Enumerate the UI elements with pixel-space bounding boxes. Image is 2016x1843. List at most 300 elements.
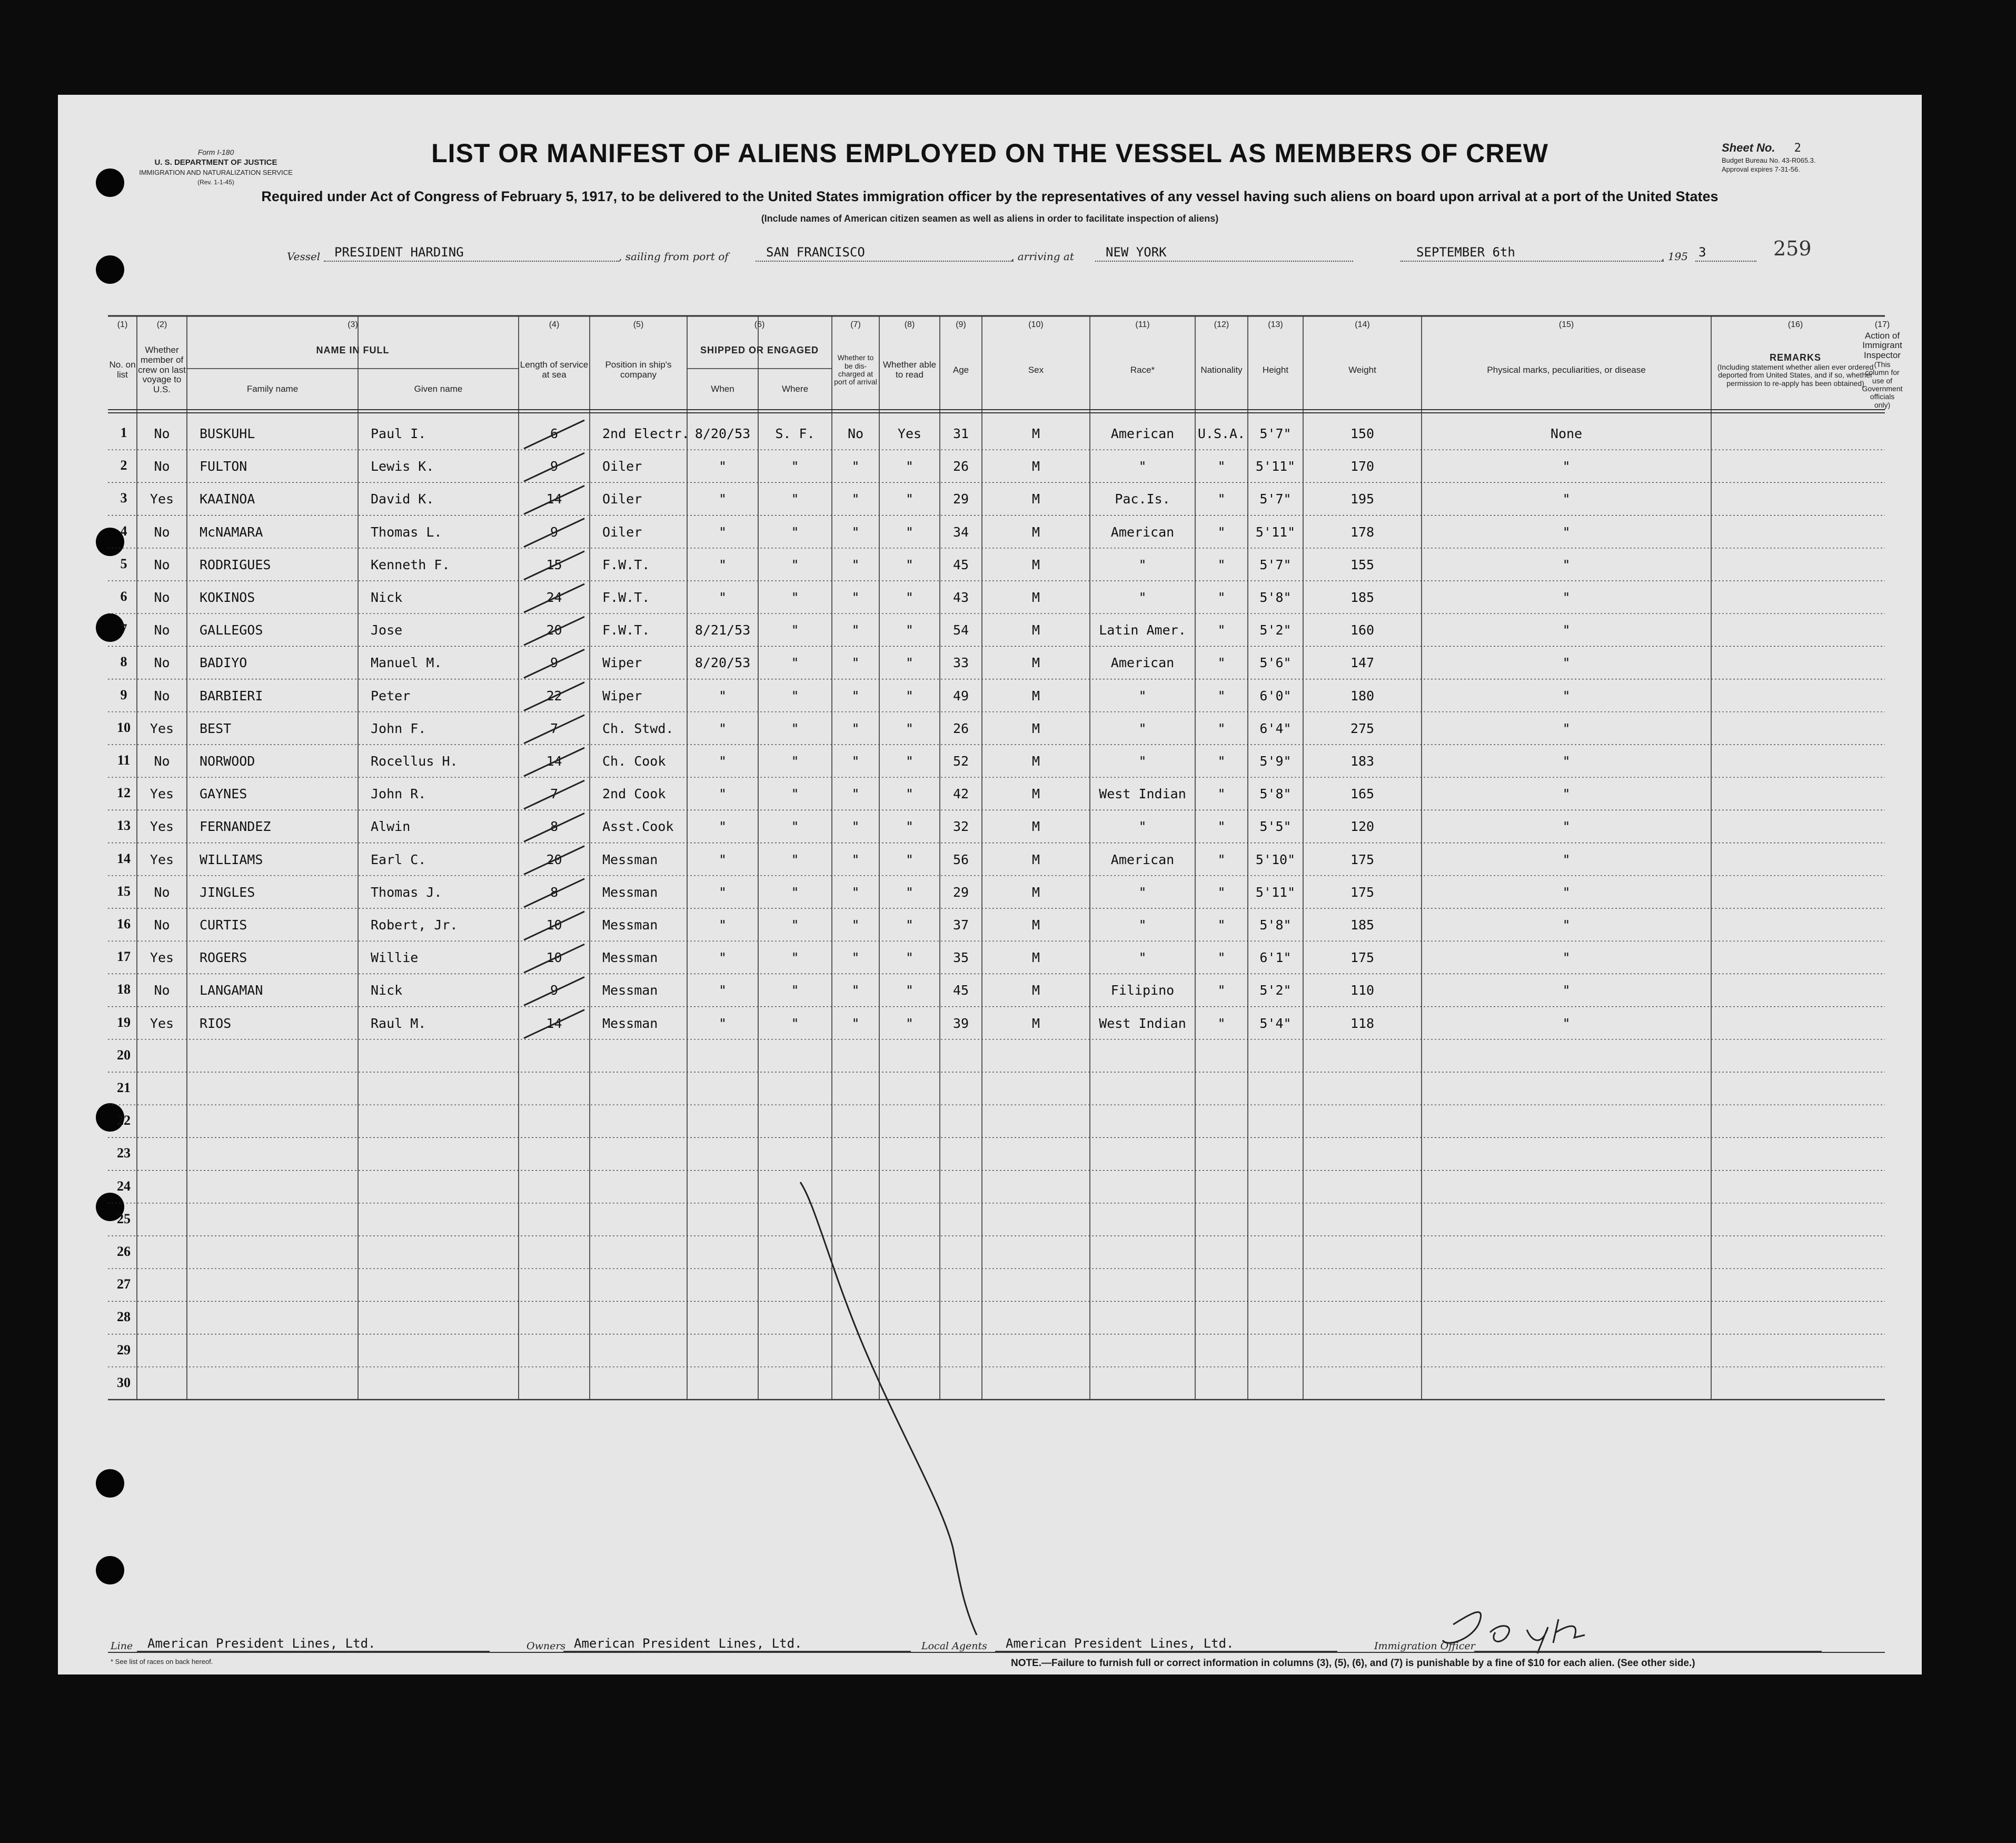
cell-weight: 185 bbox=[1350, 590, 1375, 605]
col-where bbox=[758, 369, 832, 410]
col-nationality bbox=[1196, 333, 1247, 408]
cell-sex: M bbox=[1031, 491, 1040, 507]
cell-height: 5'11" bbox=[1255, 884, 1296, 900]
cell-service: 24 bbox=[546, 590, 562, 605]
cell-family: JINGLES bbox=[200, 884, 255, 900]
cell-read: " bbox=[905, 950, 914, 966]
col-shipped bbox=[687, 333, 832, 369]
cell-service: 10 bbox=[546, 917, 562, 933]
cell-disch: " bbox=[851, 622, 860, 638]
cell-when: " bbox=[718, 983, 727, 998]
cell-when: " bbox=[718, 754, 727, 769]
cell-read: " bbox=[905, 557, 914, 572]
cell-when: 8/20/53 bbox=[694, 655, 751, 671]
remarks-note-text: (Including statement whether alien ever ordered deported from United States, and if so, whether permission to re-apply has been obtained) bbox=[1717, 362, 1874, 388]
cell-given: Lewis K. bbox=[371, 459, 434, 474]
cell-when: 8/20/53 bbox=[694, 426, 751, 441]
cell-weight: 110 bbox=[1350, 983, 1375, 998]
col-nationality-text: Nationality bbox=[1200, 364, 1243, 375]
cell-where: " bbox=[791, 459, 799, 474]
cell-height: 5'8" bbox=[1259, 917, 1292, 933]
cell-sex: M bbox=[1031, 884, 1040, 900]
cell-position: Messman bbox=[602, 851, 658, 867]
column-number-text: (13) bbox=[1268, 320, 1283, 330]
row-number: 10 bbox=[117, 719, 131, 735]
cell-weight: 155 bbox=[1350, 557, 1375, 572]
col-race-text: Race* bbox=[1130, 364, 1155, 375]
cell-height: 5'10" bbox=[1255, 851, 1296, 867]
cell-given: Thomas L. bbox=[371, 524, 442, 540]
cell-race: " bbox=[1138, 917, 1147, 933]
column-number bbox=[1874, 318, 1890, 332]
col-discharged-text: Whether to be dis-charged at port of arrival bbox=[834, 353, 877, 387]
cell-race: American bbox=[1110, 851, 1175, 867]
row-number: 19 bbox=[117, 1014, 131, 1030]
arrival-date: SEPTEMBER 6th bbox=[1401, 245, 1664, 262]
cell-race: Filipino bbox=[1110, 983, 1175, 998]
cell-when: " bbox=[718, 1015, 727, 1031]
cell-position: Messman bbox=[602, 917, 658, 933]
cell-read: " bbox=[905, 655, 914, 671]
cell-disch: " bbox=[851, 590, 860, 605]
row-number: 9 bbox=[120, 687, 127, 702]
approval-expiry: Approval expires 7-31-56. bbox=[1722, 165, 1800, 173]
cell-prev: No bbox=[154, 754, 170, 769]
cell-family: FULTON bbox=[200, 459, 247, 474]
column-number bbox=[187, 318, 519, 332]
cell-given: Manuel M. bbox=[371, 655, 442, 671]
cell-sex: M bbox=[1031, 819, 1040, 835]
cell-service: 7 bbox=[550, 786, 559, 802]
col-age bbox=[941, 333, 981, 408]
col-physical bbox=[1423, 333, 1710, 408]
cell-race: American bbox=[1110, 655, 1175, 671]
col-race bbox=[1091, 333, 1194, 408]
cell-position: Messman bbox=[602, 950, 658, 966]
cell-height: 5'9" bbox=[1259, 754, 1292, 769]
row-number: 20 bbox=[117, 1047, 131, 1063]
cell-weight: 170 bbox=[1350, 459, 1375, 474]
col-sex-text: Sex bbox=[1028, 364, 1044, 375]
cell-marks: " bbox=[1562, 688, 1571, 703]
cell-height: 5'7" bbox=[1259, 557, 1292, 572]
cell-read: " bbox=[905, 917, 914, 933]
cell-prev: No bbox=[154, 459, 170, 474]
cell-family: GALLEGOS bbox=[200, 622, 263, 638]
cell-service: 20 bbox=[546, 851, 562, 867]
manifest-document bbox=[58, 95, 1922, 1674]
cell-age: 56 bbox=[952, 851, 969, 867]
cell-disch: " bbox=[851, 491, 860, 507]
cell-disch: " bbox=[851, 557, 860, 572]
cell-prev: No bbox=[154, 917, 170, 933]
row-number: 5 bbox=[120, 556, 127, 571]
cell-sex: M bbox=[1031, 950, 1040, 966]
cell-position: 2nd Cook bbox=[602, 786, 666, 802]
races-note: * See list of races on back hereof. bbox=[111, 1658, 213, 1666]
cell-nat: " bbox=[1217, 557, 1226, 572]
cell-disch: " bbox=[851, 524, 860, 540]
column-number-text: (4) bbox=[549, 320, 560, 330]
cell-nat: " bbox=[1217, 917, 1226, 933]
cell-disch: " bbox=[851, 1015, 860, 1031]
line-label: Line bbox=[111, 1640, 133, 1652]
cell-disch: " bbox=[851, 983, 860, 998]
cell-service: 8 bbox=[550, 819, 559, 835]
row-number: 30 bbox=[117, 1374, 131, 1390]
row-number: 1 bbox=[120, 425, 127, 440]
cell-service: 8 bbox=[550, 884, 559, 900]
cell-when: " bbox=[718, 557, 727, 572]
cell-service: 20 bbox=[546, 622, 562, 638]
cell-marks: " bbox=[1562, 786, 1571, 802]
cell-where: " bbox=[791, 557, 799, 572]
col-no-on-list-text: No. on list bbox=[109, 360, 136, 380]
cell-given: Rocellus H. bbox=[371, 754, 458, 769]
cell-disch: " bbox=[851, 917, 860, 933]
cell-position: F.W.T. bbox=[602, 590, 650, 605]
col-sex bbox=[983, 333, 1089, 408]
cell-nat: " bbox=[1217, 884, 1226, 900]
sailing-port: SAN FRANCISCO bbox=[756, 245, 1014, 262]
cell-weight: 183 bbox=[1350, 754, 1375, 769]
cell-height: 5'6" bbox=[1259, 655, 1292, 671]
cell-marks: " bbox=[1562, 557, 1571, 572]
cell-sex: M bbox=[1031, 655, 1040, 671]
column-number bbox=[519, 318, 590, 332]
col-physical-text: Physical marks, peculiarities, or disease bbox=[1487, 364, 1646, 375]
cell-race: American bbox=[1110, 524, 1175, 540]
row-number: 8 bbox=[120, 654, 127, 670]
col-length-service-text: Length of service at sea bbox=[520, 360, 589, 380]
cell-prev: Yes bbox=[150, 851, 174, 867]
column-number-text: (14) bbox=[1355, 320, 1370, 330]
cell-marks: " bbox=[1562, 590, 1571, 605]
cell-marks: " bbox=[1562, 720, 1571, 736]
col-age-text: Age bbox=[952, 364, 969, 375]
cell-marks: " bbox=[1562, 1015, 1571, 1031]
cell-age: 33 bbox=[952, 655, 969, 671]
cell-age: 49 bbox=[952, 688, 969, 703]
col-whether-member-text: Whether member of crew on last voyage to U.S. bbox=[138, 345, 186, 395]
column-number-text: (7) bbox=[850, 320, 861, 330]
cell-given: David K. bbox=[371, 491, 434, 507]
column-number bbox=[1711, 318, 1880, 332]
cell-family: WILLIAMS bbox=[200, 851, 263, 867]
cell-race: " bbox=[1138, 688, 1147, 703]
cell-given: Nick bbox=[371, 590, 403, 605]
row-number: 6 bbox=[120, 589, 127, 604]
officer-label: Immigration Officer bbox=[1374, 1640, 1475, 1652]
column-number-text: (12) bbox=[1214, 320, 1229, 330]
cell-read: " bbox=[905, 720, 914, 736]
cell-prev: No bbox=[154, 688, 170, 703]
row-number: 11 bbox=[117, 752, 131, 768]
cell-family: GAYNES bbox=[200, 786, 247, 802]
punch-hole bbox=[96, 1556, 124, 1584]
cell-sex: M bbox=[1031, 754, 1040, 769]
cell-position: Messman bbox=[602, 1015, 658, 1031]
cell-height: 5'5" bbox=[1259, 819, 1292, 835]
column-number bbox=[1303, 318, 1422, 332]
cell-service: 9 bbox=[550, 524, 559, 540]
handwritten-stroke bbox=[800, 1182, 977, 1635]
cell-nat: " bbox=[1217, 851, 1226, 867]
budget-bureau: Budget Bureau No. 43-R065.3. bbox=[1722, 156, 1816, 164]
row-number: 16 bbox=[117, 916, 131, 932]
cell-when: " bbox=[718, 524, 727, 540]
cell-age: 43 bbox=[952, 590, 969, 605]
cell-sex: M bbox=[1031, 720, 1040, 736]
cell-height: 6'0" bbox=[1259, 688, 1292, 703]
row-number: 26 bbox=[117, 1244, 131, 1259]
punch-hole bbox=[96, 1469, 124, 1498]
cell-service: 9 bbox=[550, 459, 559, 474]
cell-age: 54 bbox=[952, 622, 969, 638]
sheet-stamp: 259 bbox=[1773, 237, 1812, 260]
row-number: 27 bbox=[117, 1276, 131, 1292]
cell-race: " bbox=[1138, 720, 1147, 736]
col-family-name bbox=[187, 369, 358, 410]
column-number bbox=[1248, 318, 1303, 332]
cell-when: " bbox=[718, 491, 727, 507]
cell-race: " bbox=[1138, 590, 1147, 605]
cell-position: 2nd Electr. bbox=[602, 426, 690, 441]
cell-weight: 147 bbox=[1350, 655, 1375, 671]
remarks-text: REMARKS bbox=[1769, 352, 1821, 363]
cell-age: 32 bbox=[952, 819, 969, 835]
cell-race: " bbox=[1138, 459, 1147, 474]
cell-prev: Yes bbox=[150, 786, 174, 802]
col-given-name bbox=[358, 369, 519, 410]
cell-given: Paul I. bbox=[371, 426, 426, 441]
cell-marks: " bbox=[1562, 917, 1571, 933]
cell-age: 31 bbox=[952, 426, 969, 441]
family-name-text: Family name bbox=[246, 383, 299, 394]
cell-where: " bbox=[791, 622, 799, 638]
cell-position: Ch. Cook bbox=[602, 754, 666, 769]
cell-where: " bbox=[791, 819, 799, 835]
cell-read: " bbox=[905, 1015, 914, 1031]
cell-disch: " bbox=[851, 786, 860, 802]
cell-given: Kenneth F. bbox=[371, 557, 450, 572]
row-number: 24 bbox=[117, 1178, 131, 1194]
column-number bbox=[590, 318, 687, 332]
cell-marks: " bbox=[1562, 524, 1571, 540]
cell-service: 14 bbox=[546, 754, 562, 769]
year-prefix: , 195 bbox=[1661, 250, 1688, 263]
cell-position: Wiper bbox=[602, 688, 642, 703]
arriving-port: NEW YORK bbox=[1095, 245, 1353, 262]
cell-where: " bbox=[791, 754, 799, 769]
col-no-on-list bbox=[109, 333, 136, 408]
cell-race: " bbox=[1138, 557, 1147, 572]
cell-when: " bbox=[718, 720, 727, 736]
cell-read: " bbox=[905, 459, 914, 474]
column-number bbox=[940, 318, 982, 332]
cell-nat: " bbox=[1217, 459, 1226, 474]
cell-weight: 185 bbox=[1350, 917, 1375, 933]
cell-nat: " bbox=[1217, 688, 1226, 703]
cell-disch: " bbox=[851, 688, 860, 703]
cell-when: 8/21/53 bbox=[694, 622, 751, 638]
cell-family: NORWOOD bbox=[200, 754, 255, 769]
col-discharged bbox=[833, 333, 878, 408]
cell-when: " bbox=[718, 819, 727, 835]
column-number bbox=[1195, 318, 1248, 332]
column-number-text: (2) bbox=[156, 320, 167, 330]
cell-nat: " bbox=[1217, 819, 1226, 835]
cell-when: " bbox=[718, 688, 727, 703]
cell-height: 5'11" bbox=[1255, 459, 1296, 474]
cell-family: LANGAMAN bbox=[200, 983, 263, 998]
sailing-label: , sailing from port of bbox=[619, 250, 729, 263]
cell-family: CURTIS bbox=[200, 917, 247, 933]
cell-when: " bbox=[718, 950, 727, 966]
cell-weight: 180 bbox=[1350, 688, 1375, 703]
cell-disch: No bbox=[847, 426, 864, 441]
footer-agents-line bbox=[58, 1635, 1922, 1656]
cell-height: 6'1" bbox=[1259, 950, 1292, 966]
cell-marks: " bbox=[1562, 851, 1571, 867]
shipped-text: SHIPPED OR ENGAGED bbox=[700, 345, 819, 356]
cell-read: " bbox=[905, 851, 914, 867]
cell-marks: " bbox=[1562, 491, 1571, 507]
cell-marks: " bbox=[1562, 655, 1571, 671]
column-number bbox=[137, 318, 187, 332]
cell-family: KAAINOA bbox=[200, 491, 255, 507]
cell-age: 52 bbox=[952, 754, 969, 769]
row-number: 29 bbox=[117, 1342, 131, 1358]
col-able-read bbox=[880, 333, 939, 408]
cell-given: Peter bbox=[371, 688, 411, 703]
cell-height: 5'8" bbox=[1259, 590, 1292, 605]
row-number: 22 bbox=[117, 1113, 131, 1128]
cell-read: " bbox=[905, 524, 914, 540]
cell-marks: " bbox=[1562, 819, 1571, 835]
cell-where: " bbox=[791, 884, 799, 900]
cell-prev: Yes bbox=[150, 491, 174, 507]
row-number: 28 bbox=[117, 1309, 131, 1325]
col-weight bbox=[1304, 333, 1421, 408]
cell-position: Oiler bbox=[602, 491, 642, 507]
cell-position: F.W.T. bbox=[602, 557, 650, 572]
cell-nat: U.S.A. bbox=[1197, 426, 1246, 441]
cell-family: KOKINOS bbox=[200, 590, 255, 605]
cell-age: 26 bbox=[952, 459, 969, 474]
cell-prev: Yes bbox=[150, 950, 174, 966]
row-number: 2 bbox=[120, 458, 127, 473]
cell-prev: Yes bbox=[150, 1015, 174, 1031]
column-number-text: (1) bbox=[117, 320, 128, 330]
column-number-text: (11) bbox=[1135, 320, 1150, 330]
cell-race: " bbox=[1138, 884, 1147, 900]
cell-read: " bbox=[905, 622, 914, 638]
cell-where: " bbox=[791, 524, 799, 540]
cell-read: " bbox=[905, 819, 914, 835]
column-number bbox=[832, 318, 879, 332]
sheet-number-line bbox=[1722, 143, 1895, 153]
cell-read: " bbox=[905, 491, 914, 507]
cell-position: Ch. Stwd. bbox=[602, 720, 674, 736]
cell-when: " bbox=[718, 786, 727, 802]
cell-race: American bbox=[1110, 426, 1175, 441]
cell-age: 26 bbox=[952, 720, 969, 736]
cell-family: RIOS bbox=[200, 1015, 232, 1031]
cell-read: " bbox=[905, 590, 914, 605]
cell-prev: No bbox=[154, 426, 170, 441]
row-number: 15 bbox=[117, 883, 131, 899]
cell-position: Messman bbox=[602, 884, 658, 900]
col-length-service bbox=[520, 333, 589, 408]
cell-nat: " bbox=[1217, 950, 1226, 966]
cell-race: West Indian bbox=[1099, 786, 1186, 802]
agents-value: American President Lines, Ltd. bbox=[995, 1636, 1337, 1652]
cell-service: 14 bbox=[546, 1015, 562, 1031]
arriving-label: , arriving at bbox=[1011, 250, 1074, 263]
col-name-in-full bbox=[187, 333, 519, 369]
cell-prev: No bbox=[154, 590, 170, 605]
cell-service: 22 bbox=[546, 688, 562, 703]
cell-age: 45 bbox=[952, 557, 969, 572]
cell-where: " bbox=[791, 720, 799, 736]
cell-sex: M bbox=[1031, 524, 1040, 540]
cell-where: " bbox=[791, 786, 799, 802]
cell-given: Raul M. bbox=[371, 1015, 426, 1031]
cell-position: F.W.T. bbox=[602, 622, 650, 638]
row-number: 7 bbox=[120, 621, 127, 637]
cell-position: Wiper bbox=[602, 655, 642, 671]
cell-nat: " bbox=[1217, 655, 1226, 671]
cell-marks: " bbox=[1562, 754, 1571, 769]
voyage-line bbox=[58, 245, 1922, 266]
column-number bbox=[108, 318, 137, 332]
cell-where: " bbox=[791, 655, 799, 671]
cell-read: " bbox=[905, 688, 914, 703]
cell-height: 5'8" bbox=[1259, 786, 1292, 802]
cell-given: Robert, Jr. bbox=[371, 917, 458, 933]
cell-sex: M bbox=[1031, 917, 1040, 933]
cell-family: BARBIERI bbox=[200, 688, 263, 703]
cell-marks: " bbox=[1562, 459, 1571, 474]
cell-nat: " bbox=[1217, 622, 1226, 638]
sheet-number: 2 bbox=[1794, 142, 1801, 155]
column-number-text: (9) bbox=[956, 320, 966, 330]
row-number: 23 bbox=[117, 1145, 131, 1161]
row-number: 3 bbox=[120, 490, 127, 506]
cell-nat: " bbox=[1217, 590, 1226, 605]
officer-signature-line bbox=[1474, 1636, 1822, 1652]
cell-position: Oiler bbox=[602, 524, 642, 540]
cell-service: 7 bbox=[550, 720, 559, 736]
column-number bbox=[1090, 318, 1195, 332]
cell-family: BADIYO bbox=[200, 655, 247, 671]
cell-disch: " bbox=[851, 950, 860, 966]
sheet-label: Sheet No. bbox=[1722, 141, 1775, 154]
cell-nat: " bbox=[1217, 786, 1226, 802]
cell-height: 5'2" bbox=[1259, 983, 1292, 998]
cell-where: " bbox=[791, 688, 799, 703]
cell-when: " bbox=[718, 590, 727, 605]
cell-given: Jose bbox=[371, 622, 403, 638]
cell-when: " bbox=[718, 884, 727, 900]
cell-given: Earl C. bbox=[371, 851, 426, 867]
cell-given: Thomas J. bbox=[371, 884, 442, 900]
col-able-read-text: Whether able to read bbox=[882, 360, 937, 380]
column-number-text: (16) bbox=[1787, 320, 1803, 330]
cell-prev: No bbox=[154, 983, 170, 998]
cell-weight: 165 bbox=[1350, 786, 1375, 802]
